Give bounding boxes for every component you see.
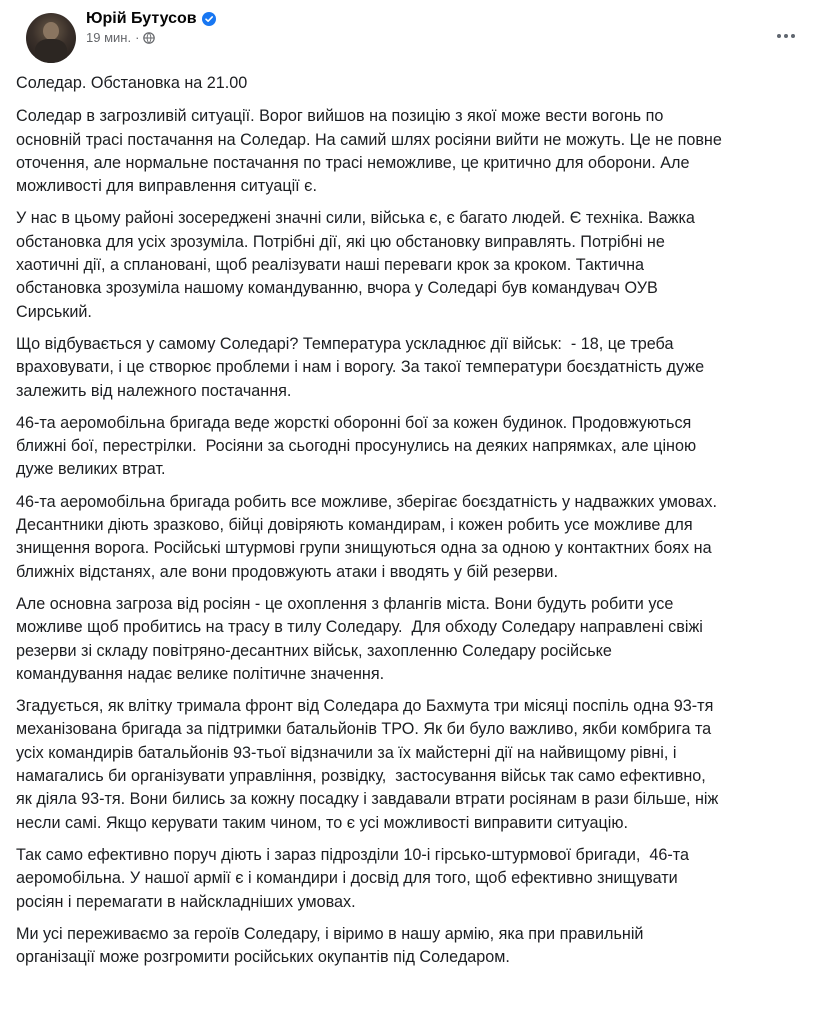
verified-badge-icon xyxy=(202,12,216,26)
avatar-head xyxy=(43,22,59,40)
more-dot xyxy=(777,34,781,38)
avatar-body xyxy=(35,39,67,63)
post-body xyxy=(16,72,808,978)
post-header xyxy=(16,0,808,64)
post-paragraph: Що відбувається у самому Соледарі? Температура ускладнює дії військ: - 18, це треба враховувати, і це створює проблеми і нам і ворогу. За такої температури боєздатність дуже залежить від належного постачання. xyxy=(16,334,705,400)
post-paragraph: Але основна загроза від росіян - це охоплення з флангів міста. Вони будуть робити усе можливе щоб пробитись на трасу в тилу Соледару. Для обходу Соледару направлені свіжі резерви зі складу повітряно-десантних військ, захопленню Соледару російське командування надає велике політичне значення. xyxy=(16,594,703,683)
post-timestamp[interactable]: 19 мин. xyxy=(86,30,132,45)
meta-separator: · xyxy=(135,30,140,45)
avatar[interactable] xyxy=(26,13,76,63)
post-paragraph: Ми усі переживаємо за героїв Соледару, і віримо в нашу армію, яка при правильній організації може розгромити російських окупантів під Соледаром. xyxy=(16,924,644,967)
more-options-icon[interactable] xyxy=(768,24,804,48)
post-paragraph: Згадується, як влітку тримала фронт від Соледара до Бахмута три місяці поспіль одна 93-тя механізована бригада за підтримки батальйонів ТРО. Як би було важливо, якби комбрига та усіх командирів батальйонів 93-тьої відзначили за їх майстерні дії на найвищому рівні, і намагались би організувати управління, розвідку, застосування військ так само ефективно, як діяла 93-тя. Вони бились за кожну посадку і завдавали втрати росіянам в рази більше, ніж несли самі. Якщо керувати таким чином, то є усі можливості виправити ситуацію. xyxy=(16,697,719,832)
author-name[interactable]: Юрій Бутусов xyxy=(86,10,197,27)
post-paragraph: 46-та аеромобільна бригада веде жорсткі оборонні бої за кожен будинок. Продовжуються ближні бої, перестрілки. Росіяни за сьогодні просунулись на деяких напрямках, але ціною дуже великих втрат. xyxy=(16,413,697,479)
post-meta xyxy=(86,30,216,45)
more-dot xyxy=(784,34,788,38)
post-paragraph: Так само ефективно поруч діють і зараз підрозділи 10-і гірсько-штурмової бригади, 46-та аеромобільна. У нашої армії є і командири і досвід для того, щоб ефективно знищувати росіян і перемагати в найскладніших умовах. xyxy=(16,845,690,911)
post-paragraph: 46-та аеромобільна бригада робить все можливе, зберігає боєздатність у надважких умовах. Десантники діють зразково, бійці довіряють командирам, і кожен робить усе можливе для знищення ворога. Російські штурмові групи знищуються одна за одною у контактних боях на ближніх відстанях, але вони продовжують атаки і вводять у бій резерви. xyxy=(16,492,717,581)
more-dot xyxy=(791,34,795,38)
post-paragraph: Соледар в загрозливій ситуації. Ворог вийшов на позицію з якої може вести вогонь по основній трасі постачання на Соледар. На самий шлях росіяни вийти не можуть. Це не повне оточення, але нормальне постачання по трасі неможливе, це критично для оборони. Але можливості для виправлення ситуації є. xyxy=(16,107,722,196)
post-paragraph: У нас в цьому районі зосереджені значні сили, війська є, є багато людей. Є техніка. Важка обстановка для усіх зрозуміла. Потрібні дії, які цю обстановку виправлять. Потрібні не хаотичні дії, а сплановані, щоб реалізувати наші переваги крок за кроком. Тактична обстановка зрозуміла нашому командуванню, вчора у Соледарі був командувач ОУВ Сирський. xyxy=(16,209,695,321)
author-row xyxy=(86,10,216,28)
post-title: Соледар. Обстановка на 21.00 xyxy=(16,74,248,92)
globe-icon[interactable] xyxy=(143,32,155,44)
author-block xyxy=(86,10,216,45)
